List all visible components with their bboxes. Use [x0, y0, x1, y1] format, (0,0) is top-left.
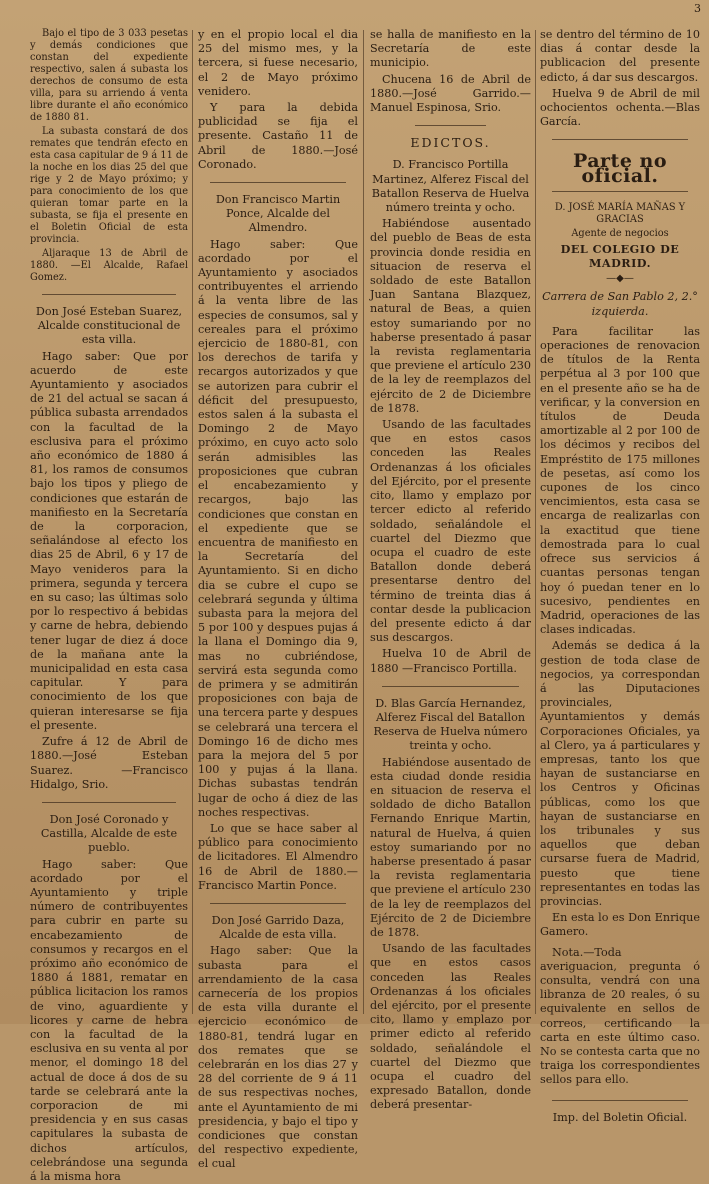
- notice-heading: Don José Esteban Suarez, Alcalde constitucional de esta villa.: [35, 305, 183, 347]
- column-4: [540, 28, 700, 1124]
- notice-chucena: [198, 914, 358, 1172]
- notice-castano-cont: [198, 28, 358, 172]
- edicto-garcia: [370, 697, 531, 1113]
- edicto-portilla: [370, 158, 531, 675]
- column-rule: [363, 30, 364, 1014]
- advertisement: [540, 202, 700, 1088]
- divider: [210, 903, 346, 904]
- paragraph: Bajo el tipo de 3 033 pesetas y demás condiciones que constan del expediente respectivo, salen á subasta los derechos de consumo de esta villa, para su arriendo á venta libre durante el año económico de 1880 81.: [30, 28, 188, 123]
- ad-name: D. JOSÉ MARÍA MAÑAS Y GRACIAS: [554, 201, 686, 225]
- paragraph: Habiéndose ausentado de esta ciudad donde residia en situacion de reserva el soldado de dicho Batallon Fernando Enrique Martin, natural de Huelva, á quien estoy sumariando por no haberse presentado á pasar la revista reglamentaria que previene el artículo 230 de la ley de reemplazos del Ejército de 2 de Diciembre de 1878.: [370, 755, 531, 939]
- paragraph: Hago saber: Que acordado por el Ayuntamiento y triple número de contribuyentes para cubrir en parte su encabezamiento de consumos y recargos en el próximo año económico de 1880 á 1881, rematar en pública licitacion los ramos de vino, aguardiente y licores y carne de hebra con la facultad de la esclusiva en su venta al por menor, el domingo 18 del actual de doce á dos de su tarde se celebrará ante la corporacion de mi presidencia y en sus casas capitulares la subasta de dichos artículos, celebrándose una segunda á la misma hora: [30, 857, 188, 1183]
- section-title-edictos: EDICTOS.: [410, 135, 491, 151]
- paragraph: Usando de las facultades que en estos casos conceden las Reales Ordenanzas á los oficiales del Ejército, por el presente cito, llamo y emplazo por tercer edicto al referido soldado, señalándole el cuartel del Diezmo que ocupa el cuadro de este Batallon donde deberá presentarse dentro del término de treinta dias á contar desde la publicacion del presente edicto á dar sus descargos.: [370, 418, 531, 645]
- notice-heading: D. Francisco Portilla Martinez, Alferez Fiscal del Batallon Reserva de Huelva número treinta y ocho.: [371, 158, 530, 215]
- paragraph: Hago saber: Que por acuerdo de este Ayuntamiento y asociados de 21 del actual se sacan á pública subasta arrendados con la facultad de la esclusiva para el próximo año económico de 1880 á 81, los ramos de consumos bajo los tipos y pliego de condiciones que estarán de manifiesto en la Secretaría de la corporacion, señalándose al efecto los dias 25 de Abril, 6 y 17 de Mayo venideros para la primera, segunda y tercera en su caso; las últimas solo por lo respectivo á bebidas y carne de hebra, debiendo tener lugar de diez á doce de la mañana ante la municipalidad en esta casa capitular. Y para conocimiento de los que quieran interesarse se fija el presente.: [30, 349, 188, 732]
- paragraph: Hago saber: Que la subasta para el arrendamiento de la casa carnecería de los propios de esta villa durante el ejercicio económico de 1880-81, tendrá lugar en dos remates que se celebrarán en los dias 27 y 28 del corriente de 9 á 11 de sus respectivas noches, ante el Ayuntamiento de mi presidencia, y bajo el tipo y condiciones que constan del respectivo expediente, el cual: [198, 944, 358, 1171]
- paragraph: Hago saber: Que acordado por el Ayuntamiento y asociados contribuyentes el arriendo á la venta libre de las especies de consumos, sal y cereales para el próximo ejercicio de 1880-81, con los derechos de tarifa y recargos autorizados y que se autorizen para cubrir el déficit del presupuesto, estos salen á la subasta el Domingo 2 de Mayo próximo, en cuyo acto solo serán admisibles las proposiciones que cubran el encabezamiento y recargos, bajo las condiciones que constan en el expediente que se encuentra de manifiesto en la Secretaría del Ayuntamiento. Si en dicho dia se cubre el cupo se celebrará segunda y última subasta para la mejora del 5 por 100 y despues pujas á la llana el Domingo dia 9, mas no cubriéndose, servirá esta segunda como de primera y se admitirán proposiciones con baja de una tercera parte y despues se celebrará una tercera el Domingo 16 de dicho mes para la mejora del 5 por 100 y pujas á la llana. Dichas subastas tendrán lugar de ocho á diez de las noches respectivas.: [198, 237, 358, 819]
- ornament-icon: —◆—: [606, 273, 634, 285]
- ad-address: Carrera de San Pablo 2, 2.° izquierda.: [542, 290, 698, 318]
- column-rule: [535, 30, 536, 1014]
- edicto-garcia-cont: [540, 28, 700, 129]
- divider: [552, 1100, 688, 1101]
- notice-zufre: [30, 305, 188, 792]
- ad-org: DEL COLEGIO DE MADRID.: [560, 241, 680, 271]
- paragraph: Y para la debida publicidad se fija el presente. Castaño 11 de Abril de 1880.—José Coronado.: [198, 101, 358, 171]
- column-rule: [192, 30, 193, 1014]
- column-2: [198, 28, 358, 1171]
- paragraph: se dentro del término de 10 dias á contar desde la publicacion del presente edicto, á dar sus descargos.: [540, 28, 700, 84]
- page-number: 3: [694, 2, 701, 15]
- notice-heading: Don Francisco Martin Ponce, Alcalde del Almendro.: [215, 193, 341, 235]
- divider: [552, 139, 688, 140]
- paragraph: se halla de manifiesto en la Secretaría de este municipio.: [370, 28, 531, 70]
- signature: Aljaraque 13 de Abril de 1880. —El Alcalde, Rafael Gomez.: [30, 248, 188, 283]
- paragraph: La subasta constará de dos remates que tendrán efecto en esta casa capitular de 9 á 11 de la noche en los dias 25 del que rige y 2 de Mayo próximo; y para conocimiento de los que quieran tomar parte en la subasta, se fija el presente en el Boletin Oficial de esta provincia.: [30, 126, 188, 245]
- ad-role: Agente de negocios: [571, 227, 669, 239]
- column-3: [370, 28, 531, 1112]
- divider: [415, 125, 486, 126]
- notice-heading: Don José Coronado y Castilla, Alcalde de este pueblo.: [40, 812, 178, 855]
- notice-heading: Don José Garrido Daza, Alcalde de esta villa.: [211, 913, 345, 942]
- notice-almendro: [198, 193, 358, 893]
- signature: Huelva 10 de Abril de 1880 —Francisco Portilla.: [370, 647, 531, 675]
- imprint: Imp. del Boletin Oficial.: [552, 1110, 688, 1124]
- paragraph: En esta lo es Don Enrique Gamero.: [540, 911, 700, 939]
- signature: Zufre á 12 de Abril de 1880.—José Esteban Suarez. —Francisco Hidalgo, Srio.: [30, 735, 188, 791]
- paragraph: Chucena 16 de Abril de 1880.—José Garrido.—Manuel Espinosa, Srio.: [370, 72, 531, 115]
- section-title-parte-no-oficial: Parte no oficial.: [572, 150, 668, 187]
- divider: [42, 294, 176, 295]
- divider: [210, 182, 346, 183]
- divider: [382, 686, 519, 687]
- divider: [552, 191, 688, 192]
- notice-aljaraque: [30, 28, 188, 284]
- paragraph: y en el propio local el dia 25 del mismo mes, y la tercera, si fuese necesario, el 2 de Mayo próximo venidero.: [198, 28, 358, 98]
- paragraph: Nota.—Toda averiguacion, pregunta ó consulta, vendrá con una libranza de 20 reales, ó su equivalente en sellos de correos, certificando la carta en este último caso. No se contesta carta que no traiga los correspondientes sellos para ello.: [540, 945, 700, 1087]
- notice-castano: [30, 813, 188, 1184]
- column-1: [30, 28, 188, 1183]
- notice-chucena-cont: [370, 28, 531, 115]
- paragraph: Habiéndose ausentado del pueblo de Beas de esta provincia donde residia en situacion de reserva el soldado de este Batallon Juan Santana Blazquez, natural de Beas, a quien estoy sumariando por no haberse presentado á pasar la revista reglamentaria que previene el artículo 230 de la ley de reemplazos del ejército de 2 de Diciembre de 1878.: [370, 217, 531, 415]
- paragraph: Usando de las facultades que en estos casos conceden las Reales Ordenanzas á los oficiales del ejército, por el presente cito, llamo y emplazo por primer edicto al referido soldado, señalándole el cuartel del Diezmo que ocupa el cuadro del expresado Batallon, donde deberá presentar-: [370, 942, 531, 1112]
- paragraph: Además se dedica á la gestion de toda clase de negocios, ya correspondan á las Diputaciones provinciales, Ayuntamientos y demás Corporaciones Oficiales, ya al Clero, ya á particulares y empresas, tanto los que hayan de sustanciarse en los Centros y Oficinas públicas, como los que hayan de sustanciarse en los tribunales y sus aquellos que deban cursarse fuera de Madrid, puesto que tiene representantes en todas las provincias.: [540, 639, 700, 908]
- paragraph: Lo que se hace saber al público para conocimiento de licitadores. El Almendro 16 de Abril de 1880.—Francisco Martin Ponce.: [198, 821, 358, 892]
- paragraph: Para facilitar las operaciones de renovacion de títulos de la Renta perpétua al 3 por 100 que en el presente año se ha de verificar, y la conversion en títulos de Deuda amortizable al 2 por 100 de los décimos y recibos del Empréstito de 175 millones de pesetas, así como los cupones de los cinco vencimientos, esta casa se encarga de realizarlas con la exactitud que tiene demostrada para lo cual ofrece sus servicios á cuantas personas tengan hoy ó puedan tener en lo sucesivo, pendientes en Madrid, operaciones de las clases indicadas.: [540, 324, 700, 637]
- divider: [42, 802, 176, 803]
- notice-heading: D. Blas García Hernandez, Alferez Fiscal del Batallon Reserva de Huelva número treinta y ocho.: [373, 696, 528, 753]
- paragraph: Huelva 9 de Abril de mil ochocientos ochenta.—Blas García.: [540, 86, 700, 129]
